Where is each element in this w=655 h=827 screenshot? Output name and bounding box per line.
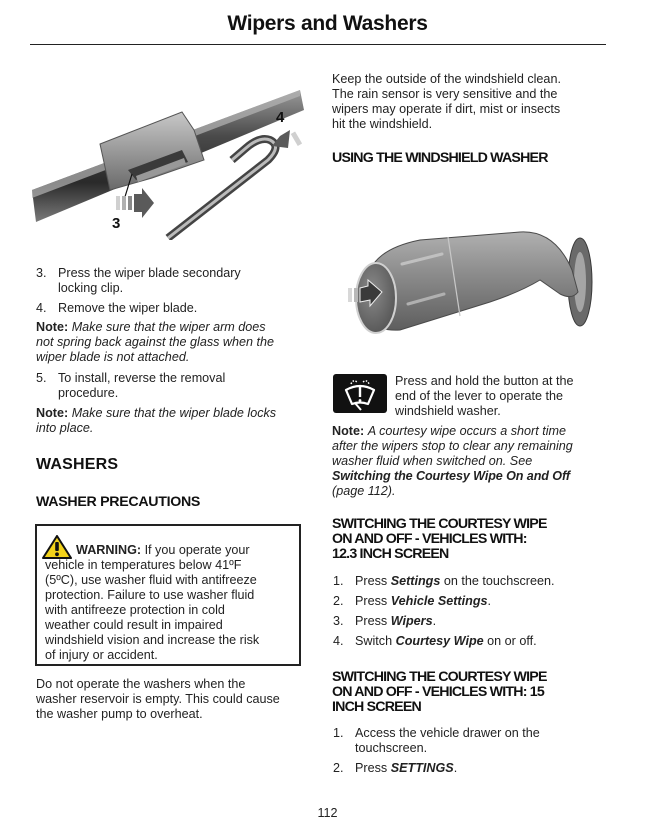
note xyxy=(36,320,308,365)
windshield-washer-icon xyxy=(333,374,387,413)
step-text-part: . xyxy=(453,761,458,775)
heading-line: SWITCHING THE COURTESY WIPE xyxy=(332,669,547,685)
step-number: 2. xyxy=(333,594,344,608)
subsection-heading-courtesy-wipe-15 xyxy=(332,670,614,715)
section-heading-washers: WASHERS xyxy=(36,456,119,473)
warning-text xyxy=(45,543,301,663)
note xyxy=(332,424,612,499)
step-number: 3. xyxy=(36,266,47,280)
step-text-line: procedure. xyxy=(58,386,119,400)
warning-text-line: If you operate your xyxy=(144,543,250,557)
lever-body xyxy=(366,232,578,330)
step-text xyxy=(355,594,491,609)
heading-line: SWITCHING THE COURTESY WIPE xyxy=(332,516,547,532)
step-text-part: Press xyxy=(355,594,391,608)
step-text xyxy=(355,614,436,629)
paragraph-line: windshield washer. xyxy=(395,404,501,418)
paragraph-line: washer reservoir is empty. This could cause xyxy=(36,692,280,706)
wiper-lever-illustration xyxy=(340,220,610,340)
step-text-part: Switch xyxy=(355,634,396,648)
callout-3: 3 xyxy=(112,215,121,232)
arrow-icon xyxy=(116,188,154,218)
warning-text-line: protection. Failure to use washer fluid xyxy=(45,588,255,602)
step-text-line: Press the wiper blade secondary xyxy=(58,266,241,280)
paragraph-line: Keep the outside of the windshield clean. xyxy=(332,72,561,86)
step-text xyxy=(355,761,457,776)
paragraph-line: end of the lever to operate the xyxy=(395,389,564,403)
step-text-line: Access the vehicle drawer on the xyxy=(355,726,540,740)
warning-box xyxy=(35,524,301,666)
step-text-part: . xyxy=(432,614,437,628)
step-text-part: Press xyxy=(355,761,391,775)
heading-line: INCH SCREEN xyxy=(332,699,421,715)
heading-line: ON AND OFF - VEHICLES WITH: xyxy=(332,531,527,547)
reservoir-paragraph xyxy=(36,677,311,722)
note-text: not spring back against the glass when the xyxy=(36,335,275,349)
step-emphasis: Courtesy Wipe xyxy=(395,634,484,648)
note-text: wiper blade is not attached. xyxy=(36,350,190,364)
step-text xyxy=(355,574,555,589)
step-text-part: on or off. xyxy=(483,634,537,648)
warning-text-line: windshield vision and increase the risk xyxy=(45,633,260,647)
paragraph-line: the washer pump to overheat. xyxy=(36,707,203,721)
heading-line: ON AND OFF - VEHICLES WITH: 15 xyxy=(332,684,544,700)
step-text-line: touchscreen. xyxy=(355,741,428,755)
page-reference: (page 112). xyxy=(332,484,396,498)
step-number: 5. xyxy=(36,371,47,385)
step-text-part: on the touchscreen. xyxy=(440,574,555,588)
warning-text-line: of injury or accident. xyxy=(45,648,158,662)
warning-text-line: with antifreeze protection in cold xyxy=(45,603,225,617)
step-text-part: Press xyxy=(355,574,391,588)
warning-text-line: vehicle in temperatures below 41ºF xyxy=(45,558,242,572)
note-text: washer fluid when switched on. See xyxy=(332,454,533,468)
note-label: Note: xyxy=(36,406,69,420)
step-text-part: Press xyxy=(355,614,391,628)
note-text: into place. xyxy=(36,421,94,435)
warning-text-line: (5ºC), use washer fluid with antifreeze xyxy=(45,573,257,587)
press-hold-paragraph xyxy=(395,374,611,419)
step-number: 1. xyxy=(333,574,344,588)
page-number: 112 xyxy=(317,806,338,820)
page-title: Wipers and Washers xyxy=(227,12,428,35)
note-text: A courtesy wipe occurs a short time xyxy=(367,424,566,438)
step-text-part: . xyxy=(487,594,492,608)
step-text xyxy=(58,266,241,296)
step-text-line: To install, reverse the removal xyxy=(58,371,226,385)
heading-line: 12.3 INCH SCREEN xyxy=(332,546,449,562)
paragraph-line: Press and hold the button at the xyxy=(395,374,574,388)
callout-4: 4 xyxy=(276,109,285,126)
step-text xyxy=(355,726,540,756)
step-text xyxy=(58,371,225,401)
note-text: Make sure that the wiper arm does xyxy=(71,320,266,334)
step-number: 2. xyxy=(333,761,344,775)
note xyxy=(36,406,308,436)
warning-text-line: weather could result in impaired xyxy=(45,618,223,632)
warning-label: WARNING: xyxy=(76,543,142,557)
step-emphasis: Vehicle Settings xyxy=(390,594,488,608)
paragraph-line: wipers may operate if dirt, mist or insects xyxy=(332,102,561,116)
step-text xyxy=(355,634,537,649)
paragraph-line: The rain sensor is very sensitive and the xyxy=(332,87,558,101)
note-text: after the wipers stop to clear any remaining xyxy=(332,439,573,453)
intro-paragraph xyxy=(332,72,612,132)
step-text-line: locking clip. xyxy=(58,281,124,295)
step-number: 1. xyxy=(333,726,344,740)
paragraph-line: Do not operate the washers when the xyxy=(36,677,246,691)
wiper-blade-illustration xyxy=(32,72,304,240)
step-emphasis: Wipers xyxy=(390,614,433,628)
step-number: 4. xyxy=(333,634,344,648)
note-text: Make sure that the wiper blade locks xyxy=(71,406,277,420)
subsection-heading-courtesy-wipe-12 xyxy=(332,517,614,562)
locking-clip xyxy=(100,112,204,190)
step-emphasis: SETTINGS xyxy=(390,761,454,775)
note-label: Note: xyxy=(332,424,365,438)
step-text: Remove the wiper blade. xyxy=(58,301,198,315)
header-divider xyxy=(30,44,606,45)
step-number: 3. xyxy=(333,614,344,628)
note-label: Note: xyxy=(36,320,69,334)
paragraph-line: hit the windshield. xyxy=(332,117,433,131)
arrow-icon xyxy=(272,130,302,148)
courtesy-wipe-link[interactable]: Switching the Courtesy Wipe On and Off xyxy=(332,469,570,483)
subsection-heading-washer-precautions: WASHER PRECAUTIONS xyxy=(36,494,201,510)
subsection-heading-using-washer: USING THE WINDSHIELD WASHER xyxy=(332,150,548,166)
step-number: 4. xyxy=(36,301,47,315)
step-emphasis: Settings xyxy=(390,574,441,588)
